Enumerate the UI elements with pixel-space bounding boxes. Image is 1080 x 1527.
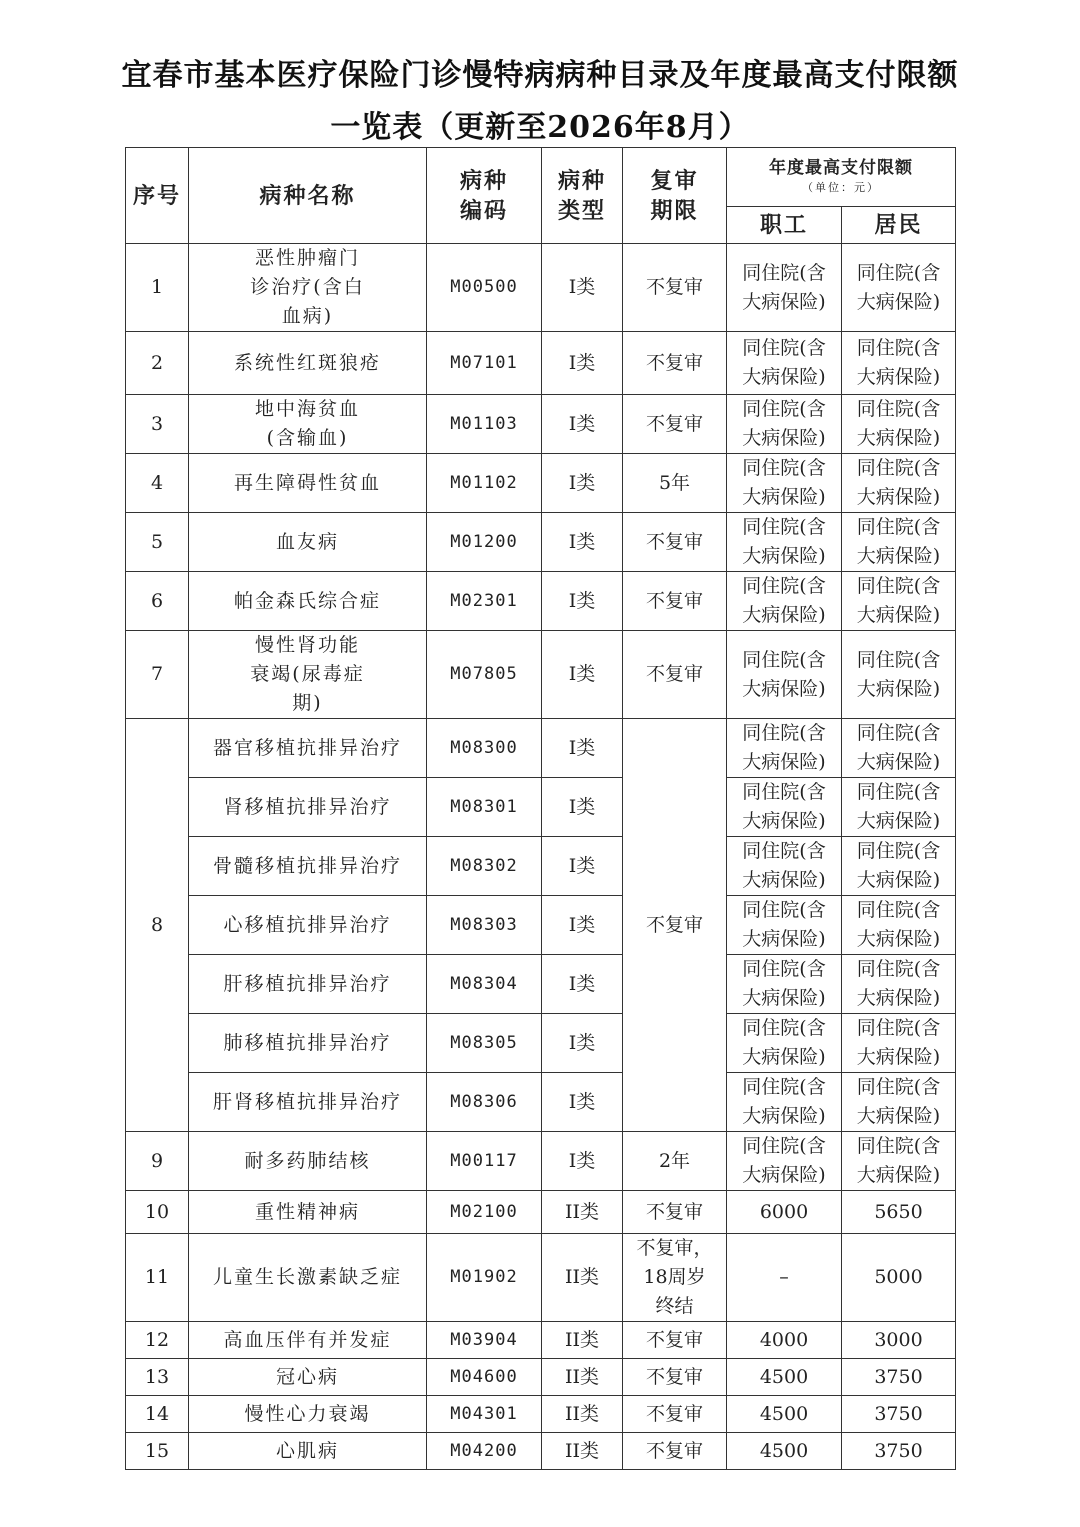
cell-review: 不复审	[623, 1322, 727, 1359]
cell-type: I类	[542, 1132, 623, 1191]
table-row	[126, 955, 956, 1014]
cell-resident: 同住院(含大病保险)	[842, 454, 956, 513]
cell-worker: 4500	[727, 1433, 842, 1470]
header-review: 复审期限	[623, 148, 727, 244]
cell-worker: 4000	[727, 1322, 842, 1359]
cell-type: I类	[542, 631, 623, 719]
table-row	[126, 1132, 956, 1191]
cell-resident: 5000	[842, 1234, 956, 1322]
cell-review: 不复审	[623, 1396, 727, 1433]
cell-resident: 3000	[842, 1322, 956, 1359]
table-body	[126, 244, 956, 1470]
cell-code: M04600	[427, 1359, 542, 1396]
cell-type: I类	[542, 896, 623, 955]
cell-code: M04301	[427, 1396, 542, 1433]
cell-review: 不复审，18周岁终结	[623, 1234, 727, 1322]
cell-name: 恶性肿瘤门诊治疗(含白血病)	[189, 244, 427, 332]
table-row	[126, 1396, 956, 1433]
cell-name: 帕金森氏综合症	[189, 572, 427, 631]
cell-name: 血友病	[189, 513, 427, 572]
cell-type: II类	[542, 1359, 623, 1396]
cell-worker: 同住院(含大病保险)	[727, 513, 842, 572]
cell-code: M08304	[427, 955, 542, 1014]
cell-resident: 3750	[842, 1433, 956, 1470]
cell-worker: 同住院(含大病保险)	[727, 631, 842, 719]
cell-name: 器官移植抗排异治疗	[189, 719, 427, 778]
cell-seq: 9	[126, 1132, 189, 1191]
cell-code: M08305	[427, 1014, 542, 1073]
cell-resident: 同住院(含大病保险)	[842, 896, 956, 955]
cell-name: 儿童生长激素缺乏症	[189, 1234, 427, 1322]
cell-name: 肝移植抗排异治疗	[189, 955, 427, 1014]
cell-name: 地中海贫血(含输血)	[189, 395, 427, 454]
cell-review: 不复审	[623, 572, 727, 631]
header-limit	[727, 148, 956, 207]
cell-worker: 同住院(含大病保险)	[727, 1132, 842, 1191]
cell-review: 不复审	[623, 244, 727, 332]
table-row	[126, 1191, 956, 1234]
cell-seq: 1	[126, 244, 189, 332]
cell-name: 肺移植抗排异治疗	[189, 1014, 427, 1073]
cell-worker: –	[727, 1234, 842, 1322]
cell-type: I类	[542, 244, 623, 332]
cell-worker: 4500	[727, 1359, 842, 1396]
cell-code: M07805	[427, 631, 542, 719]
cell-seq: 3	[126, 395, 189, 454]
cell-code: M00500	[427, 244, 542, 332]
cell-code: M08300	[427, 719, 542, 778]
cell-name: 骨髓移植抗排异治疗	[189, 837, 427, 896]
disease-limit-table	[125, 147, 956, 1470]
cell-resident: 同住院(含大病保险)	[842, 244, 956, 332]
cell-code: M01902	[427, 1234, 542, 1322]
header-name: 病种名称	[189, 148, 427, 244]
cell-code: M02301	[427, 572, 542, 631]
header-resident: 居民	[842, 207, 956, 244]
header-worker: 职工	[727, 207, 842, 244]
cell-resident: 同住院(含大病保险)	[842, 631, 956, 719]
cell-review: 不复审	[623, 332, 727, 395]
cell-name: 重性精神病	[189, 1191, 427, 1234]
cell-seq: 10	[126, 1191, 189, 1234]
cell-review: 2年	[623, 1132, 727, 1191]
table-row	[126, 332, 956, 395]
cell-review: 不复审	[623, 1433, 727, 1470]
cell-resident: 3750	[842, 1396, 956, 1433]
cell-type: I类	[542, 1073, 623, 1132]
cell-worker: 同住院(含大病保险)	[727, 244, 842, 332]
cell-code: M08303	[427, 896, 542, 955]
cell-type: I类	[542, 778, 623, 837]
cell-code: M08301	[427, 778, 542, 837]
cell-resident: 同住院(含大病保险)	[842, 513, 956, 572]
header-unit: （单位：元）	[802, 181, 880, 194]
cell-type: I类	[542, 572, 623, 631]
cell-review: 不复审	[623, 631, 727, 719]
cell-worker: 同住院(含大病保险)	[727, 454, 842, 513]
cell-code: M03904	[427, 1322, 542, 1359]
cell-type: II类	[542, 1191, 623, 1234]
table-row	[126, 513, 956, 572]
table-row	[126, 1322, 956, 1359]
cell-resident: 同住院(含大病保险)	[842, 955, 956, 1014]
cell-seq: 14	[126, 1396, 189, 1433]
table-row	[126, 1433, 956, 1470]
cell-code: M01200	[427, 513, 542, 572]
table-row	[126, 719, 956, 778]
cell-type: I类	[542, 454, 623, 513]
cell-seq: 5	[126, 513, 189, 572]
table-row	[126, 395, 956, 454]
cell-resident: 同住院(含大病保险)	[842, 332, 956, 395]
cell-code: M01103	[427, 395, 542, 454]
cell-name: 高血压伴有并发症	[189, 1322, 427, 1359]
table-row	[126, 244, 956, 332]
cell-seq: 7	[126, 631, 189, 719]
cell-seq: 15	[126, 1433, 189, 1470]
header-seq: 序号	[126, 148, 189, 244]
table-row	[126, 631, 956, 719]
cell-name: 耐多药肺结核	[189, 1132, 427, 1191]
cell-type: II类	[542, 1433, 623, 1470]
table-row	[126, 1073, 956, 1132]
cell-type: I类	[542, 719, 623, 778]
cell-name: 冠心病	[189, 1359, 427, 1396]
cell-worker: 同住院(含大病保险)	[727, 778, 842, 837]
cell-resident: 同住院(含大病保险)	[842, 837, 956, 896]
table-row	[126, 1014, 956, 1073]
cell-type: II类	[542, 1396, 623, 1433]
cell-type: II类	[542, 1234, 623, 1322]
cell-name: 再生障碍性贫血	[189, 454, 427, 513]
cell-worker: 同住院(含大病保险)	[727, 332, 842, 395]
cell-name: 慢性肾功能衰竭(尿毒症期)	[189, 631, 427, 719]
cell-name: 心移植抗排异治疗	[189, 896, 427, 955]
cell-name: 肝肾移植抗排异治疗	[189, 1073, 427, 1132]
header-limit-title: 年度最高支付限额	[769, 158, 913, 178]
cell-worker: 同住院(含大病保险)	[727, 395, 842, 454]
page-title-line2: 一览表（更新至2026年8月）	[330, 110, 750, 145]
cell-code: M04200	[427, 1433, 542, 1470]
cell-name: 系统性红斑狼疮	[189, 332, 427, 395]
cell-seq: 12	[126, 1322, 189, 1359]
table-row	[126, 778, 956, 837]
header-code: 病种编码	[427, 148, 542, 244]
cell-resident: 5650	[842, 1191, 956, 1234]
cell-review: 不复审	[623, 1359, 727, 1396]
cell-type: I类	[542, 513, 623, 572]
table-row	[126, 454, 956, 513]
cell-code: M08306	[427, 1073, 542, 1132]
cell-resident: 同住院(含大病保险)	[842, 719, 956, 778]
cell-type: I类	[542, 955, 623, 1014]
table-row	[126, 1359, 956, 1396]
cell-worker: 同住院(含大病保险)	[727, 1014, 842, 1073]
cell-seq: 4	[126, 454, 189, 513]
cell-resident: 同住院(含大病保险)	[842, 572, 956, 631]
cell-resident: 同住院(含大病保险)	[842, 1014, 956, 1073]
cell-name: 慢性心力衰竭	[189, 1396, 427, 1433]
page-title: 宜春市基本医疗保险门诊慢特病病种目录及年度最高支付限额	[121, 58, 959, 93]
header-type: 病种类型	[542, 148, 623, 244]
cell-code: M02100	[427, 1191, 542, 1234]
cell-type: I类	[542, 837, 623, 896]
cell-review: 不复审	[623, 1191, 727, 1234]
cell-worker: 同住院(含大病保险)	[727, 1073, 842, 1132]
cell-review: 不复审	[623, 395, 727, 454]
table-row	[126, 572, 956, 631]
cell-worker: 同住院(含大病保险)	[727, 572, 842, 631]
cell-resident: 同住院(含大病保险)	[842, 778, 956, 837]
cell-resident: 同住院(含大病保险)	[842, 1132, 956, 1191]
cell-type: II类	[542, 1322, 623, 1359]
cell-type: I类	[542, 395, 623, 454]
table-row	[126, 896, 956, 955]
cell-review: 不复审	[623, 513, 727, 572]
cell-code: M08302	[427, 837, 542, 896]
cell-resident: 同住院(含大病保险)	[842, 1073, 956, 1132]
cell-name: 肾移植抗排异治疗	[189, 778, 427, 837]
cell-name: 心肌病	[189, 1433, 427, 1470]
cell-worker: 同住院(含大病保险)	[727, 896, 842, 955]
cell-worker: 同住院(含大病保险)	[727, 837, 842, 896]
table-row	[126, 837, 956, 896]
cell-review: 不复审	[623, 719, 727, 1132]
cell-type: I类	[542, 332, 623, 395]
cell-code: M01102	[427, 454, 542, 513]
cell-seq: 2	[126, 332, 189, 395]
cell-worker: 4500	[727, 1396, 842, 1433]
table-row	[126, 1234, 956, 1322]
cell-seq: 6	[126, 572, 189, 631]
cell-code: M00117	[427, 1132, 542, 1191]
cell-type: I类	[542, 1014, 623, 1073]
cell-review: 5年	[623, 454, 727, 513]
cell-resident: 3750	[842, 1359, 956, 1396]
cell-code: M07101	[427, 332, 542, 395]
cell-seq: 13	[126, 1359, 189, 1396]
cell-worker: 同住院(含大病保险)	[727, 719, 842, 778]
cell-resident: 同住院(含大病保险)	[842, 395, 956, 454]
cell-seq: 8	[126, 719, 189, 1132]
cell-worker: 同住院(含大病保险)	[727, 955, 842, 1014]
cell-seq: 11	[126, 1234, 189, 1322]
cell-worker: 6000	[727, 1191, 842, 1234]
